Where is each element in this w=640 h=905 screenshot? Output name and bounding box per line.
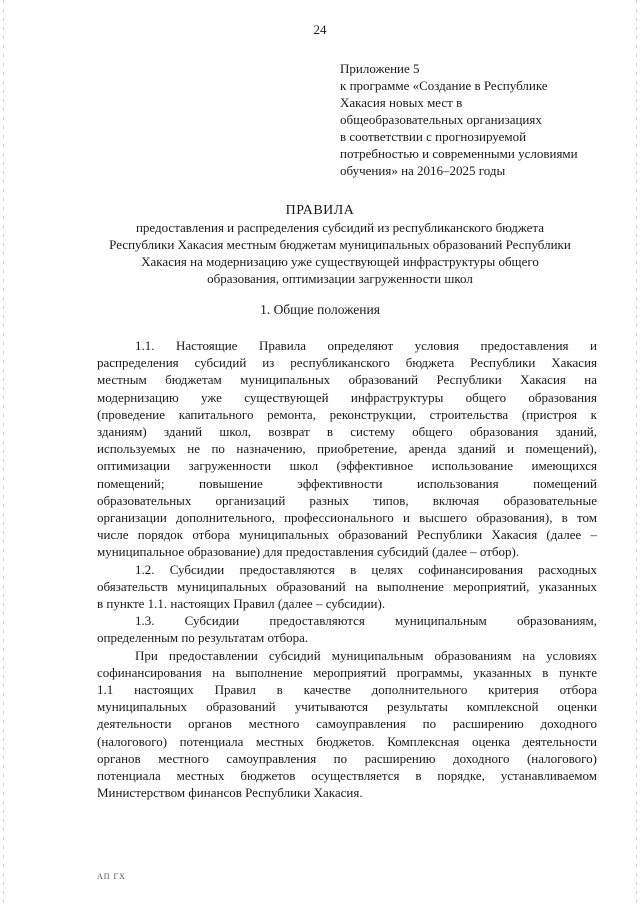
- paragraph-criteria-line: Министерством финансов Республики Хакасия.: [97, 785, 363, 801]
- subtitle-line: Хакасия на модернизацию уже существующей инфраструктуры общего: [141, 254, 539, 269]
- appendix-line: Приложение 5: [340, 61, 420, 76]
- subtitle-line: образования, оптимизации загруженности школ: [207, 271, 473, 286]
- scan-edge-right: [636, 0, 637, 905]
- subtitle-line: предоставления и распределения субсидий из республиканского бюджета: [135, 220, 545, 235]
- paragraph-1-2-line: обязательств муниципальных образований на выполнение мероприятий, указанных: [97, 578, 597, 594]
- appendix-line: потребностью и современными условиями: [340, 146, 578, 161]
- paragraph-1-1-line: образовательных организаций разных типов, включая образовательные: [97, 492, 597, 508]
- section-heading: 1. Общие положения: [260, 302, 380, 317]
- appendix-line: обучения» на 2016–2025 годы: [340, 163, 506, 178]
- document-title: ПРАВИЛА: [285, 203, 355, 218]
- paragraph-criteria-line: софинансирования на выполнение мероприятий программы, указанных в пункте: [97, 664, 597, 680]
- paragraph-criteria-line: (налогового) потенциала местных бюджетов. Комплексная оценка деятельности: [97, 733, 597, 749]
- subtitle-line: Республики Хакасия местным бюджетам муниципальных образований Республики: [109, 237, 571, 252]
- appendix-line: в соответствии с прогнозируемой: [340, 129, 527, 144]
- paragraph-1-1-line: 1.1. Настоящие Правила определяют условия предоставления и: [135, 338, 597, 353]
- paragraph-1-1-line: муниципальное образование) для предоставления субсидий (далее – отбор).: [97, 544, 520, 560]
- appendix-block: [340, 60, 610, 179]
- paragraph-1-2-line: 1.2. Субсидии предоставляются в целях софинансирования расходных: [135, 561, 597, 577]
- page-number: 24: [313, 22, 327, 37]
- paragraph-1-1-line: местным бюджетам муниципальных образований Республики Хакасия на: [97, 372, 597, 388]
- body-text: [97, 337, 597, 801]
- paragraph-criteria-line: деятельности органов местного самоуправления по расширению доходного: [97, 716, 597, 732]
- paragraph-1-1-line: помещений; повышение эффективности использования помещений: [97, 475, 597, 491]
- paragraph-criteria-line: муниципальных образований учитываются результаты комплексной оценки: [97, 699, 597, 715]
- document-subtitle: [90, 219, 590, 287]
- paragraph-1-1-line: зданиям) зданий школ, возврат в систему общего образования зданий,: [97, 424, 597, 440]
- paragraph-criteria-line: потенциала местных бюджетов осуществляется в порядке, устанавливаемом: [97, 768, 597, 784]
- paragraph-1-1-line: (проведение капитального ремонта, реконструкции, строительства (пристроя к: [97, 406, 597, 422]
- appendix-line: к программе «Создание в Республике: [340, 78, 548, 93]
- paragraph-1-1-line: числе порядок отбора муниципальных образований Республики Хакасия (далее –: [97, 527, 597, 543]
- appendix-line: Хакасия новых мест в: [340, 95, 463, 110]
- footer-mark: АП ГХ: [97, 872, 126, 881]
- paragraph-1-1-line: организации дополнительного, профессионального и высшего образования), в том: [97, 510, 597, 526]
- paragraph-1-1-line: модернизацию уже существующей инфраструктуры общего образования: [97, 389, 597, 405]
- paragraph-1-3-line: 1.3. Субсидии предоставляются муниципальным образованиям,: [135, 613, 597, 629]
- paragraph-criteria-line: органов местного самоуправления по расширению доходного (налогового): [97, 750, 597, 766]
- scan-edge-left: [3, 0, 4, 905]
- paragraph-1-1-line: используемых не по назначению, приобретение, аренда зданий и помещений),: [97, 441, 597, 457]
- paragraph-1-3-line: определенным по результатам отбора.: [97, 630, 309, 646]
- paragraph-1-1-line: распределения субсидий из республиканского бюджета Республики Хакасия: [97, 355, 597, 371]
- paragraph-criteria-line: 1.1 настоящих Правил в качестве дополнительного критерия отбора: [97, 682, 597, 698]
- appendix-line: общеобразовательных организациях: [340, 112, 542, 127]
- paragraph-criteria-line: При предоставлении субсидий муниципальным образованиям на условиях: [135, 647, 597, 663]
- paragraph-1-2-line: в пункте 1.1. настоящих Правил (далее – субсидии).: [97, 596, 386, 612]
- paragraph-1-1-line: оптимизации загруженности школ (эффективное использование имеющихся: [97, 458, 597, 474]
